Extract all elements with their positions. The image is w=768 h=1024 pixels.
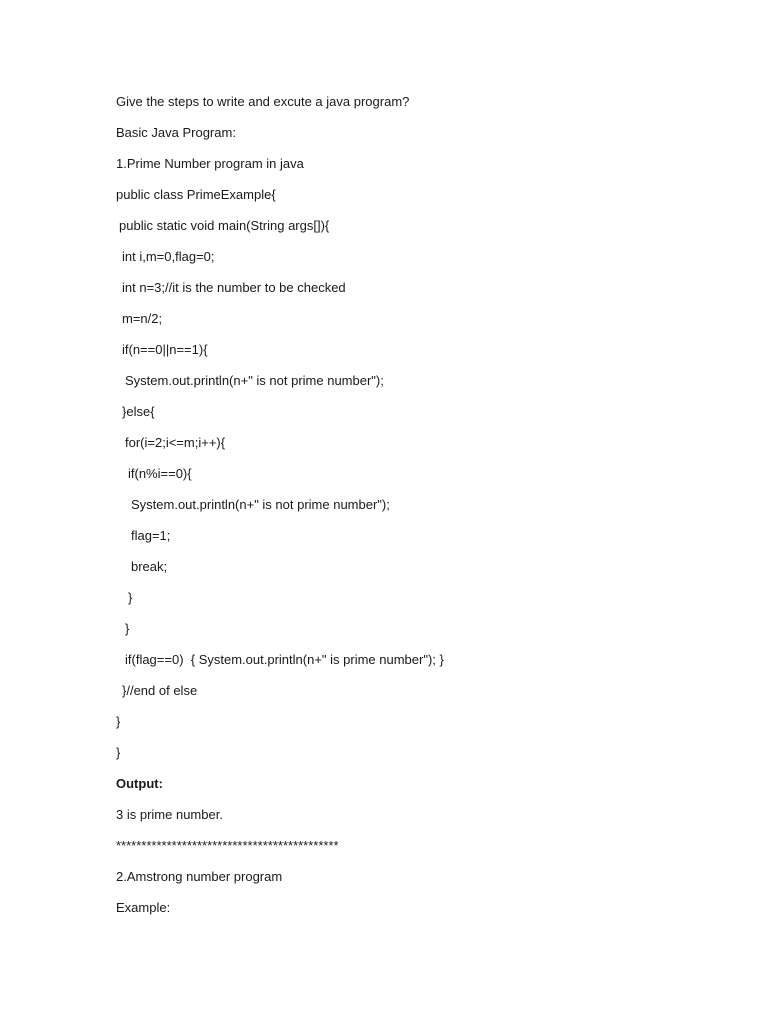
code-line-4: int n=3;//it is the number to be checked xyxy=(122,280,346,295)
code-line-6: if(n==0||n==1){ xyxy=(122,342,208,357)
code-line-19: } xyxy=(116,745,121,760)
document-content xyxy=(116,86,736,923)
code-line-2: public static void main(String args[]){ xyxy=(119,218,330,233)
code-line-1: public class PrimeExample{ xyxy=(116,187,276,202)
code-line-13: break; xyxy=(131,559,168,574)
code-line-12: flag=1; xyxy=(131,528,171,543)
code-line-3: int i,m=0,flag=0; xyxy=(122,249,215,264)
example-label: Example: xyxy=(116,900,171,915)
program-1-title: 1.Prime Number program in java xyxy=(116,156,304,171)
code-line-5: m=n/2; xyxy=(122,311,163,326)
code-line-18: } xyxy=(116,714,121,729)
question-text: Give the steps to write and excute a java program? xyxy=(116,94,410,109)
code-line-15: } xyxy=(125,621,130,636)
code-line-10: if(n%i==0){ xyxy=(128,466,192,481)
code-line-8: }else{ xyxy=(122,404,155,419)
code-line-7: System.out.println(n+" is not prime number"); xyxy=(125,373,384,388)
section-heading: Basic Java Program: xyxy=(116,125,236,140)
program-2-title: 2.Amstrong number program xyxy=(116,869,283,884)
code-line-9: for(i=2;i<=m;i++){ xyxy=(125,435,226,450)
code-line-14: } xyxy=(128,590,133,605)
output-value: 3 is prime number. xyxy=(116,807,223,822)
code-line-11: System.out.println(n+" is not prime number"); xyxy=(131,497,390,512)
code-line-16: if(flag==0) { System.out.println(n+" is prime number"); } xyxy=(125,652,444,667)
output-label: Output: xyxy=(116,776,163,791)
code-line-17: }//end of else xyxy=(122,683,198,698)
separator-line: ******************************************** xyxy=(116,838,339,853)
